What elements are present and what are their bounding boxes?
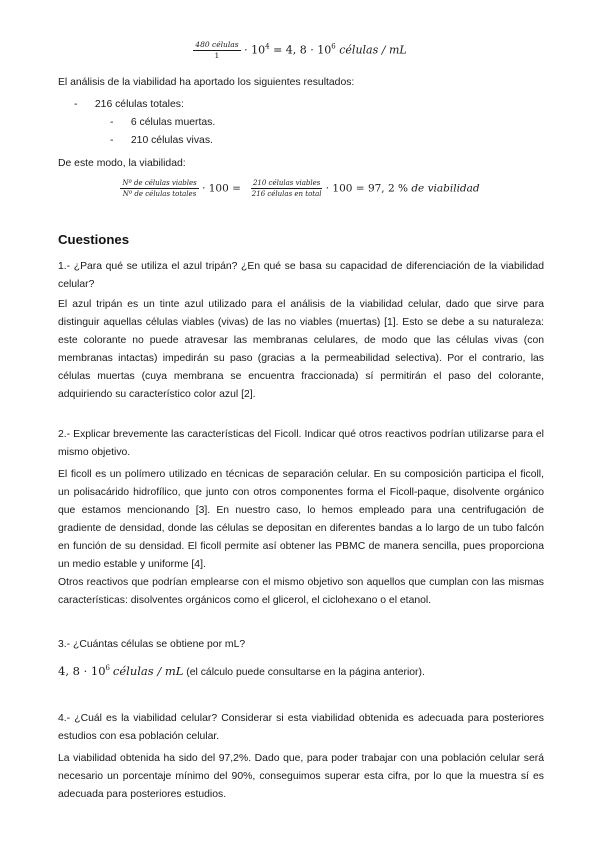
- answer-exponent: 6: [105, 664, 111, 672]
- answer-3: [58, 664, 425, 678]
- power-base: 10: [317, 43, 332, 57]
- question-1: 1.- ¿Para qué se utiliza el azul tripán? ¿En qué se basa su capacidad de diferenciación de la viabilidad celular?: [58, 261, 544, 290]
- list-item: [110, 117, 215, 128]
- fraction-numerator: 480 células: [195, 40, 239, 49]
- viability-result: 97, 2 %: [367, 182, 408, 195]
- section-heading: Cuestiones: [58, 232, 130, 247]
- list-bullet: -: [110, 117, 114, 128]
- cell-count-fraction: [193, 40, 240, 61]
- answer-2-paragraph-1: El ficoll es un polímero utilizado en técnicas de separación celular. En su composición participa el ficoll, un polisacárido hidrofílico, que junto con otros componentes forma el Ficoll-paque, disolvente orgánico que estamos mencionando [3]. En nuestro caso, lo hemos empleado para una centrifugación de gradiente de densidad, donde las células se depositan en diferentes bandas a lo largo de un tubo falcón en función de su densidad. El ficoll permite así obtener las PBMC de manera sencilla, pues proporciona un medio estable y uniforme [4].: [58, 469, 544, 570]
- live-cells-item: 210 células vivas.: [130, 135, 213, 146]
- power-base: 10: [251, 43, 266, 57]
- power-exponent: 6: [331, 42, 336, 51]
- viability-intro: De este modo, la viabilidad:: [58, 158, 186, 169]
- list-bullet: -: [110, 135, 114, 146]
- answer-2-paragraph-2: Otros reactivos que podrían emplearse con el mismo objetivo son aquellos que cumplan con las mismas características: disolventes orgánicos como el glicerol, el ciclohexano o el etanol.: [58, 577, 544, 606]
- fraction-denominator: 216 células en total: [251, 190, 322, 198]
- fraction-numerator: Nº de células viables: [122, 179, 197, 187]
- question-2: 2.- Explicar brevemente las características del Ficoll. Indicar qué otros reactivos podrían utilizarse para el mismo objetivo.: [58, 429, 544, 458]
- answer-unit: células / mL: [112, 664, 184, 678]
- viability-fraction-general: [120, 178, 198, 199]
- equals-sign: =: [273, 43, 283, 57]
- list-bullet: -: [74, 99, 78, 110]
- operator: ·: [310, 43, 314, 57]
- list-item: [110, 135, 213, 146]
- answer-1: El azul tripán es un tinte azul utilizado para el análisis de la viabilidad celular, dado que sirve para distinguir aquellas células viables (vivas) de las no viables (muertas) [1]. Esto se debe a su naturaleza: este colorante no puede atravesar las membranas celulares, de modo que las células vivas (con membranas intactas) impedirán su paso (gracias a la permeabilidad selectiva). Por el contrario, las células muertas (cuya membrana se encuentra fraccionada) sí permitirán el paso del colorante, adquiriendo su característico color azul [2].: [58, 299, 544, 400]
- viability-fraction-values: [251, 178, 322, 199]
- results-list: [74, 99, 184, 110]
- dead-cells-item: 6 células muertas.: [130, 117, 216, 128]
- viability-result-label: de viabilidad: [411, 182, 480, 195]
- operator: · 100 =: [325, 182, 365, 195]
- cell-count-equation: [0, 40, 600, 61]
- unit-label: células / mL: [339, 43, 407, 57]
- fraction-denominator: Nº de células totales: [122, 190, 197, 198]
- total-cells-item: 216 células totales:: [94, 99, 184, 110]
- answer-4: La viabilidad obtenida ha sido del 97,2%. Dado que, para poder trabajar con una población celular será necesario un porcentaje mínimo del 90%, conseguimos superar esta cifra, por lo que la muestra sí es adecuada para posteriores estudios.: [58, 753, 544, 800]
- fraction-numerator: 210 células viables: [252, 179, 321, 187]
- viability-equation: [0, 178, 600, 199]
- answer-coefficient: 4, 8 · 10: [58, 664, 106, 678]
- question-3: 3.- ¿Cuántas células se obtiene por mL?: [58, 639, 246, 650]
- operator: · 100 =: [202, 182, 241, 195]
- question-4: 4.- ¿Cuál es la viabilidad celular? Considerar si esta viabilidad obtenida es adecuada para posteriores estudios con esa población celular.: [58, 713, 544, 742]
- coefficient: 4, 8: [285, 43, 307, 57]
- power-exponent: 4: [265, 42, 270, 51]
- operator: ·: [244, 43, 248, 57]
- fraction-denominator: 1: [214, 51, 220, 60]
- intro-text: El análisis de la viabilidad ha aportado los siguientes resultados:: [58, 77, 355, 88]
- answer-note: (el cálculo puede consultarse en la página anterior).: [186, 667, 425, 678]
